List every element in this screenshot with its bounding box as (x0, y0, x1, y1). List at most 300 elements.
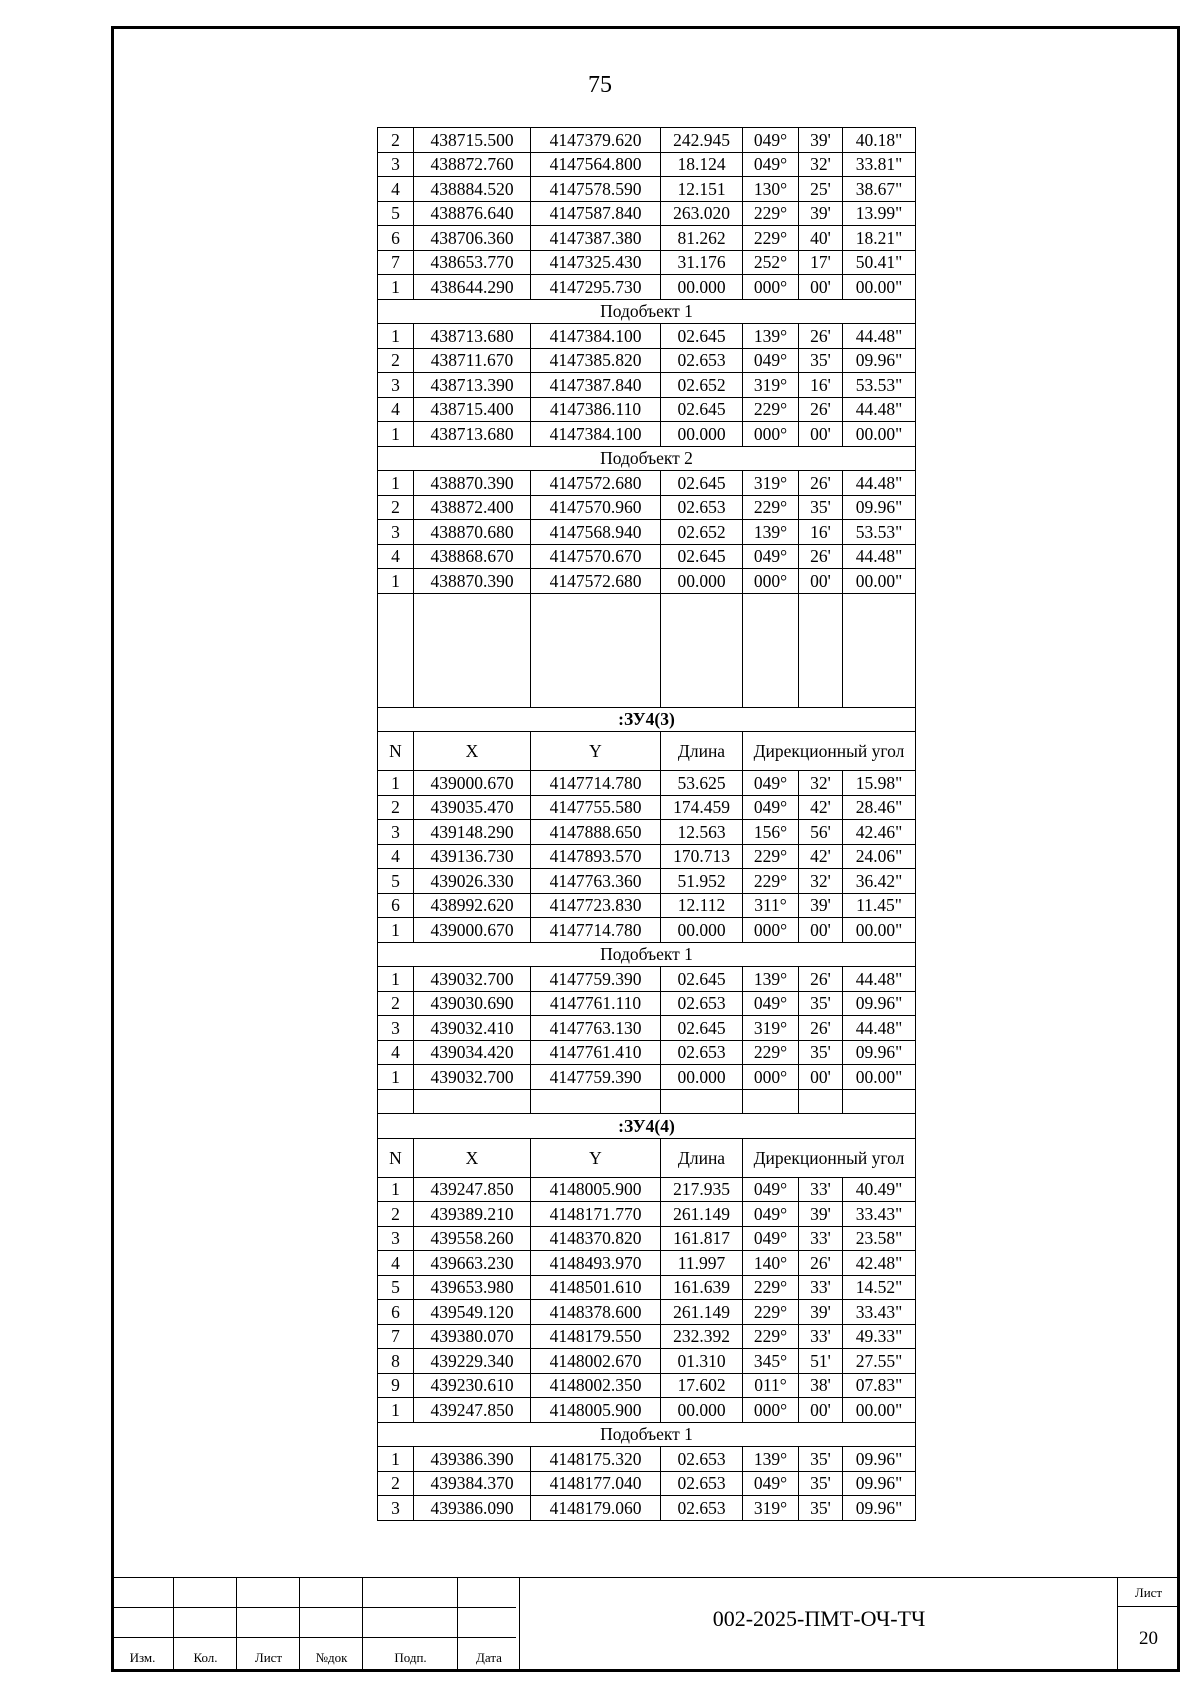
table-cell: 229° (743, 397, 799, 422)
table-cell: 439384.370 (414, 1471, 531, 1496)
coordinates-table (377, 127, 916, 1521)
table-cell: 263.020 (661, 201, 743, 226)
table-cell: 02.645 (661, 397, 743, 422)
table-cell: 35' (799, 991, 843, 1016)
table-cell: 1 (378, 967, 414, 992)
table-cell: 40.18" (843, 128, 916, 153)
table-row (378, 771, 916, 796)
table-cell: 4148378.600 (531, 1300, 661, 1325)
table-row (378, 1373, 916, 1398)
table-cell: 1 (378, 1065, 414, 1090)
table-row (378, 177, 916, 202)
table-cell: 438876.640 (414, 201, 531, 226)
table-cell: 00' (799, 1398, 843, 1423)
table-cell: 438868.670 (414, 544, 531, 569)
table-cell: 49.33" (843, 1324, 916, 1349)
table-cell: 13.99" (843, 201, 916, 226)
table-cell: 4148002.670 (531, 1349, 661, 1374)
table-cell: 8 (378, 1349, 414, 1374)
table-cell: 4147387.840 (531, 373, 661, 398)
table-cell: 26' (799, 1251, 843, 1276)
table-cell: 4147714.780 (531, 771, 661, 796)
table-cell: 161.639 (661, 1275, 743, 1300)
table-cell: 18.21" (843, 226, 916, 251)
table-cell: 02.653 (661, 991, 743, 1016)
table-cell: 4147578.590 (531, 177, 661, 202)
table-cell: 09.96" (843, 1471, 916, 1496)
blank-cell (743, 1089, 799, 1114)
table-row (378, 869, 916, 894)
table-cell: 438870.390 (414, 569, 531, 594)
table-cell: 049° (743, 128, 799, 153)
table-cell: 229° (743, 869, 799, 894)
table-cell: 15.98" (843, 771, 916, 796)
table-cell: 07.83" (843, 1373, 916, 1398)
header-length: Длина (661, 732, 743, 771)
table-cell: 439247.850 (414, 1177, 531, 1202)
table-cell: 439030.690 (414, 991, 531, 1016)
table-cell: 439386.390 (414, 1447, 531, 1472)
table-cell: 439386.090 (414, 1496, 531, 1521)
table-cell: 33' (799, 1177, 843, 1202)
table-cell: 170.713 (661, 844, 743, 869)
table-cell: 438870.390 (414, 471, 531, 496)
table-cell: 02.645 (661, 471, 743, 496)
table-row (378, 1065, 916, 1090)
table-row (378, 1349, 916, 1374)
table-cell: 33.43" (843, 1300, 916, 1325)
table-cell: 4148177.040 (531, 1471, 661, 1496)
subobject-row (378, 1422, 916, 1447)
table-cell: 4147570.960 (531, 495, 661, 520)
blank-cell (661, 593, 743, 707)
header-y: Y (531, 732, 661, 771)
table-cell: 24.06" (843, 844, 916, 869)
table-cell: 4147888.650 (531, 820, 661, 845)
table-cell: 11.45" (843, 893, 916, 918)
table-cell: 2 (378, 1202, 414, 1227)
table-cell: 4147379.620 (531, 128, 661, 153)
blank-cell (531, 1089, 661, 1114)
stamp-col-change: Изм. (129, 1650, 156, 1665)
table-cell: 438653.770 (414, 250, 531, 275)
table-cell: 00.000 (661, 275, 743, 300)
table-row (378, 471, 916, 496)
table-cell: 4148005.900 (531, 1398, 661, 1423)
table-cell: 4147759.390 (531, 967, 661, 992)
table-cell: 02.653 (661, 1471, 743, 1496)
table-cell: 438713.390 (414, 373, 531, 398)
table-cell: 439549.120 (414, 1300, 531, 1325)
header-length: Длина (661, 1138, 743, 1177)
table-cell: 1 (378, 324, 414, 349)
table-row (378, 495, 916, 520)
table-cell: 02.653 (661, 1447, 743, 1472)
table-cell: 02.653 (661, 348, 743, 373)
table-cell: 27.55" (843, 1349, 916, 1374)
table-cell: 4147564.800 (531, 152, 661, 177)
table-cell: 00.00" (843, 1398, 916, 1423)
table-cell: 345° (743, 1349, 799, 1374)
table-cell: 38.67" (843, 177, 916, 202)
table-cell: 26' (799, 397, 843, 422)
table-cell: 049° (743, 1177, 799, 1202)
table-cell: 438872.760 (414, 152, 531, 177)
table-cell: 02.653 (661, 1040, 743, 1065)
table-cell: 09.96" (843, 991, 916, 1016)
table-cell: 33.43" (843, 1202, 916, 1227)
table-cell: 40' (799, 226, 843, 251)
table-row (378, 1324, 916, 1349)
table-cell: 438884.520 (414, 177, 531, 202)
header-x: X (414, 732, 531, 771)
table-cell: 44.48" (843, 471, 916, 496)
table-cell: 4 (378, 544, 414, 569)
table-cell: 35' (799, 1447, 843, 1472)
table-cell: 53.625 (661, 771, 743, 796)
table-cell: 18.124 (661, 152, 743, 177)
table-cell: 7 (378, 1324, 414, 1349)
table-cell: 11.997 (661, 1251, 743, 1276)
table-cell: 4148370.820 (531, 1226, 661, 1251)
table-cell: 438713.680 (414, 422, 531, 447)
table-cell: 156° (743, 820, 799, 845)
table-cell: 00' (799, 275, 843, 300)
table-cell: 3 (378, 520, 414, 545)
stamp-col-sheet: Лист (254, 1650, 283, 1665)
table-cell: 39' (799, 893, 843, 918)
stamp-col-date: Дата (476, 1650, 502, 1665)
table-cell: 3 (378, 1016, 414, 1041)
table-cell: 438872.400 (414, 495, 531, 520)
table-row (378, 152, 916, 177)
table-cell: 25' (799, 177, 843, 202)
blank-cell (531, 593, 661, 707)
table-cell: 40.49" (843, 1177, 916, 1202)
table-cell: 439032.700 (414, 1065, 531, 1090)
table-cell: 42.48" (843, 1251, 916, 1276)
table-cell: 1 (378, 569, 414, 594)
blank-row (378, 1089, 916, 1114)
blank-cell (843, 593, 916, 707)
table-row (378, 569, 916, 594)
table-cell: 26' (799, 967, 843, 992)
table-cell: 3 (378, 1496, 414, 1521)
table-row (378, 820, 916, 845)
table-cell: 438715.400 (414, 397, 531, 422)
document-code: 002-2025-ПМТ-ОЧ-ТЧ (712, 1606, 926, 1631)
table-cell: 00.000 (661, 918, 743, 943)
table-cell: 00.000 (661, 569, 743, 594)
table-cell: 01.310 (661, 1349, 743, 1374)
table-cell: 438644.290 (414, 275, 531, 300)
table-cell: 4147763.360 (531, 869, 661, 894)
table-cell: 3 (378, 152, 414, 177)
table-cell: 12.151 (661, 177, 743, 202)
table-cell: 7 (378, 250, 414, 275)
table-cell: 130° (743, 177, 799, 202)
table-cell: 12.563 (661, 820, 743, 845)
table-cell: 32' (799, 152, 843, 177)
table-cell: 4147761.410 (531, 1040, 661, 1065)
table-row (378, 1275, 916, 1300)
table-cell: 32' (799, 869, 843, 894)
table-cell: 36.42" (843, 869, 916, 894)
table-cell: 261.149 (661, 1300, 743, 1325)
table-cell: 4148175.320 (531, 1447, 661, 1472)
subobject-label: Подобъект 2 (378, 446, 916, 471)
table-cell: 439247.850 (414, 1398, 531, 1423)
table-cell: 000° (743, 275, 799, 300)
table-cell: 16' (799, 373, 843, 398)
table-cell: 319° (743, 373, 799, 398)
table-cell: 2 (378, 495, 414, 520)
table-cell: 5 (378, 201, 414, 226)
table-cell: 439026.330 (414, 869, 531, 894)
table-cell: 4147325.430 (531, 250, 661, 275)
table-cell: 000° (743, 569, 799, 594)
table-cell: 00.000 (661, 1065, 743, 1090)
table-row (378, 226, 916, 251)
table-cell: 049° (743, 544, 799, 569)
table-cell: 1 (378, 771, 414, 796)
table-cell: 44.48" (843, 397, 916, 422)
sheet-number: 20 (1139, 1628, 1158, 1649)
table-cell: 174.459 (661, 795, 743, 820)
blank-cell (743, 593, 799, 707)
table-cell: 4147761.110 (531, 991, 661, 1016)
table-cell: 5 (378, 869, 414, 894)
table-cell: 09.96" (843, 1040, 916, 1065)
table-cell: 00.00" (843, 569, 916, 594)
table-cell: 439034.420 (414, 1040, 531, 1065)
table-cell: 16' (799, 520, 843, 545)
table-cell: 33' (799, 1226, 843, 1251)
table-cell: 4147387.380 (531, 226, 661, 251)
table-cell: 4148171.770 (531, 1202, 661, 1227)
table-cell: 049° (743, 795, 799, 820)
table-row (378, 1016, 916, 1041)
table-cell: 02.645 (661, 1016, 743, 1041)
table-cell: 4147568.940 (531, 520, 661, 545)
table-row (378, 544, 916, 569)
table-cell: 139° (743, 1447, 799, 1472)
table-cell: 439136.730 (414, 844, 531, 869)
table-cell: 5 (378, 1275, 414, 1300)
subobject-row (378, 299, 916, 324)
table-row (378, 373, 916, 398)
table-cell: 049° (743, 152, 799, 177)
column-header-row (378, 732, 916, 771)
table-cell: 53.53" (843, 373, 916, 398)
table-cell: 3 (378, 1226, 414, 1251)
table-cell: 2 (378, 1471, 414, 1496)
table-cell: 35' (799, 1040, 843, 1065)
table-cell: 4147384.100 (531, 422, 661, 447)
table-cell: 31.176 (661, 250, 743, 275)
table-cell: 4148179.060 (531, 1496, 661, 1521)
table-cell: 38' (799, 1373, 843, 1398)
table-cell: 39' (799, 1202, 843, 1227)
table-row (378, 397, 916, 422)
table-cell: 4148501.610 (531, 1275, 661, 1300)
table-cell: 33' (799, 1324, 843, 1349)
table-cell: 3 (378, 373, 414, 398)
table-cell: 229° (743, 226, 799, 251)
table-cell: 81.262 (661, 226, 743, 251)
table-cell: 39' (799, 1300, 843, 1325)
table-row (378, 201, 916, 226)
table-cell: 35' (799, 1471, 843, 1496)
table-cell: 42.46" (843, 820, 916, 845)
table-cell: 319° (743, 1016, 799, 1041)
table-cell: 439389.210 (414, 1202, 531, 1227)
table-cell: 09.96" (843, 348, 916, 373)
table-cell: 44.48" (843, 324, 916, 349)
table-cell: 02.653 (661, 495, 743, 520)
table-cell: 438706.360 (414, 226, 531, 251)
table-cell: 438713.680 (414, 324, 531, 349)
table-cell: 139° (743, 324, 799, 349)
table-cell: 00' (799, 569, 843, 594)
table-row (378, 918, 916, 943)
table-row (378, 275, 916, 300)
table-cell: 438870.680 (414, 520, 531, 545)
table-cell: 44.48" (843, 544, 916, 569)
table-cell: 3 (378, 820, 414, 845)
table-cell: 4147386.110 (531, 397, 661, 422)
table-cell: 00' (799, 1065, 843, 1090)
table-cell: 35' (799, 348, 843, 373)
table-cell: 02.645 (661, 967, 743, 992)
table-cell: 439230.610 (414, 1373, 531, 1398)
table-cell: 439000.670 (414, 918, 531, 943)
table-cell: 229° (743, 1040, 799, 1065)
table-cell: 26' (799, 544, 843, 569)
table-cell: 4148493.970 (531, 1251, 661, 1276)
table-cell: 000° (743, 422, 799, 447)
table-cell: 049° (743, 1202, 799, 1227)
table-row (378, 250, 916, 275)
table-row (378, 1251, 916, 1276)
table-cell: 00.000 (661, 422, 743, 447)
blank-cell (414, 1089, 531, 1114)
section-heading: :ЗУ4(4) (378, 1114, 916, 1139)
blank-cell (414, 593, 531, 707)
table-cell: 229° (743, 495, 799, 520)
subobject-row (378, 942, 916, 967)
table-cell: 229° (743, 1300, 799, 1325)
table-cell: 42' (799, 795, 843, 820)
table-cell: 32' (799, 771, 843, 796)
table-cell: 50.41" (843, 250, 916, 275)
table-cell: 09.96" (843, 495, 916, 520)
blank-cell (799, 593, 843, 707)
table-cell: 4147570.670 (531, 544, 661, 569)
table-cell: 2 (378, 348, 414, 373)
table-row (378, 348, 916, 373)
table-cell: 4147572.680 (531, 471, 661, 496)
subobject-label: Подобъект 1 (378, 299, 916, 324)
table-cell: 439032.700 (414, 967, 531, 992)
table-cell: 049° (743, 771, 799, 796)
table-cell: 00.00" (843, 275, 916, 300)
table-cell: 09.96" (843, 1447, 916, 1472)
header-direction-angle: Дирекционный угол (743, 1138, 916, 1177)
table-row (378, 1471, 916, 1496)
table-cell: 23.58" (843, 1226, 916, 1251)
table-row (378, 967, 916, 992)
table-cell: 1 (378, 1398, 414, 1423)
table-cell: 4147723.830 (531, 893, 661, 918)
table-cell: 4147587.840 (531, 201, 661, 226)
table-row (378, 795, 916, 820)
header-n: N (378, 1138, 414, 1177)
table-cell: 4147759.390 (531, 1065, 661, 1090)
table-row (378, 1040, 916, 1065)
subobject-label: Подобъект 1 (378, 1422, 916, 1447)
table-cell: 139° (743, 520, 799, 545)
table-cell: 6 (378, 1300, 414, 1325)
table-cell: 9 (378, 1373, 414, 1398)
table-cell: 42' (799, 844, 843, 869)
table-cell: 1 (378, 918, 414, 943)
table-cell: 4148002.350 (531, 1373, 661, 1398)
table-cell: 4147295.730 (531, 275, 661, 300)
blank-cell (799, 1089, 843, 1114)
table-cell: 439035.470 (414, 795, 531, 820)
table-row (378, 991, 916, 1016)
table-cell: 14.52" (843, 1275, 916, 1300)
table-cell: 09.96" (843, 1496, 916, 1521)
table-cell: 00' (799, 918, 843, 943)
table-cell: 4147385.820 (531, 348, 661, 373)
table-cell: 4 (378, 397, 414, 422)
table-cell: 1 (378, 1177, 414, 1202)
blank-cell (378, 593, 414, 707)
table-cell: 439380.070 (414, 1324, 531, 1349)
table-row (378, 1177, 916, 1202)
table-cell: 4147755.580 (531, 795, 661, 820)
table-cell: 02.653 (661, 1496, 743, 1521)
table-cell: 26' (799, 471, 843, 496)
table-cell: 00' (799, 422, 843, 447)
table-cell: 28.46" (843, 795, 916, 820)
table-cell: 439032.410 (414, 1016, 531, 1041)
table-row (378, 520, 916, 545)
table-cell: 311° (743, 893, 799, 918)
table-cell: 4 (378, 844, 414, 869)
table-row (378, 893, 916, 918)
column-header-row (378, 1138, 916, 1177)
table-cell: 319° (743, 1496, 799, 1521)
table-cell: 217.935 (661, 1177, 743, 1202)
table-cell: 261.149 (661, 1202, 743, 1227)
table-cell: 02.652 (661, 373, 743, 398)
page-number: 75 (588, 72, 612, 98)
table-cell: 2 (378, 991, 414, 1016)
table-cell: 439663.230 (414, 1251, 531, 1276)
table-cell: 1 (378, 1447, 414, 1472)
table-cell: 000° (743, 1065, 799, 1090)
blank-cell (843, 1089, 916, 1114)
table-row (378, 324, 916, 349)
table-cell: 229° (743, 1324, 799, 1349)
table-cell: 02.652 (661, 520, 743, 545)
blank-cell (378, 1089, 414, 1114)
table-cell: 229° (743, 201, 799, 226)
table-cell: 4148005.900 (531, 1177, 661, 1202)
